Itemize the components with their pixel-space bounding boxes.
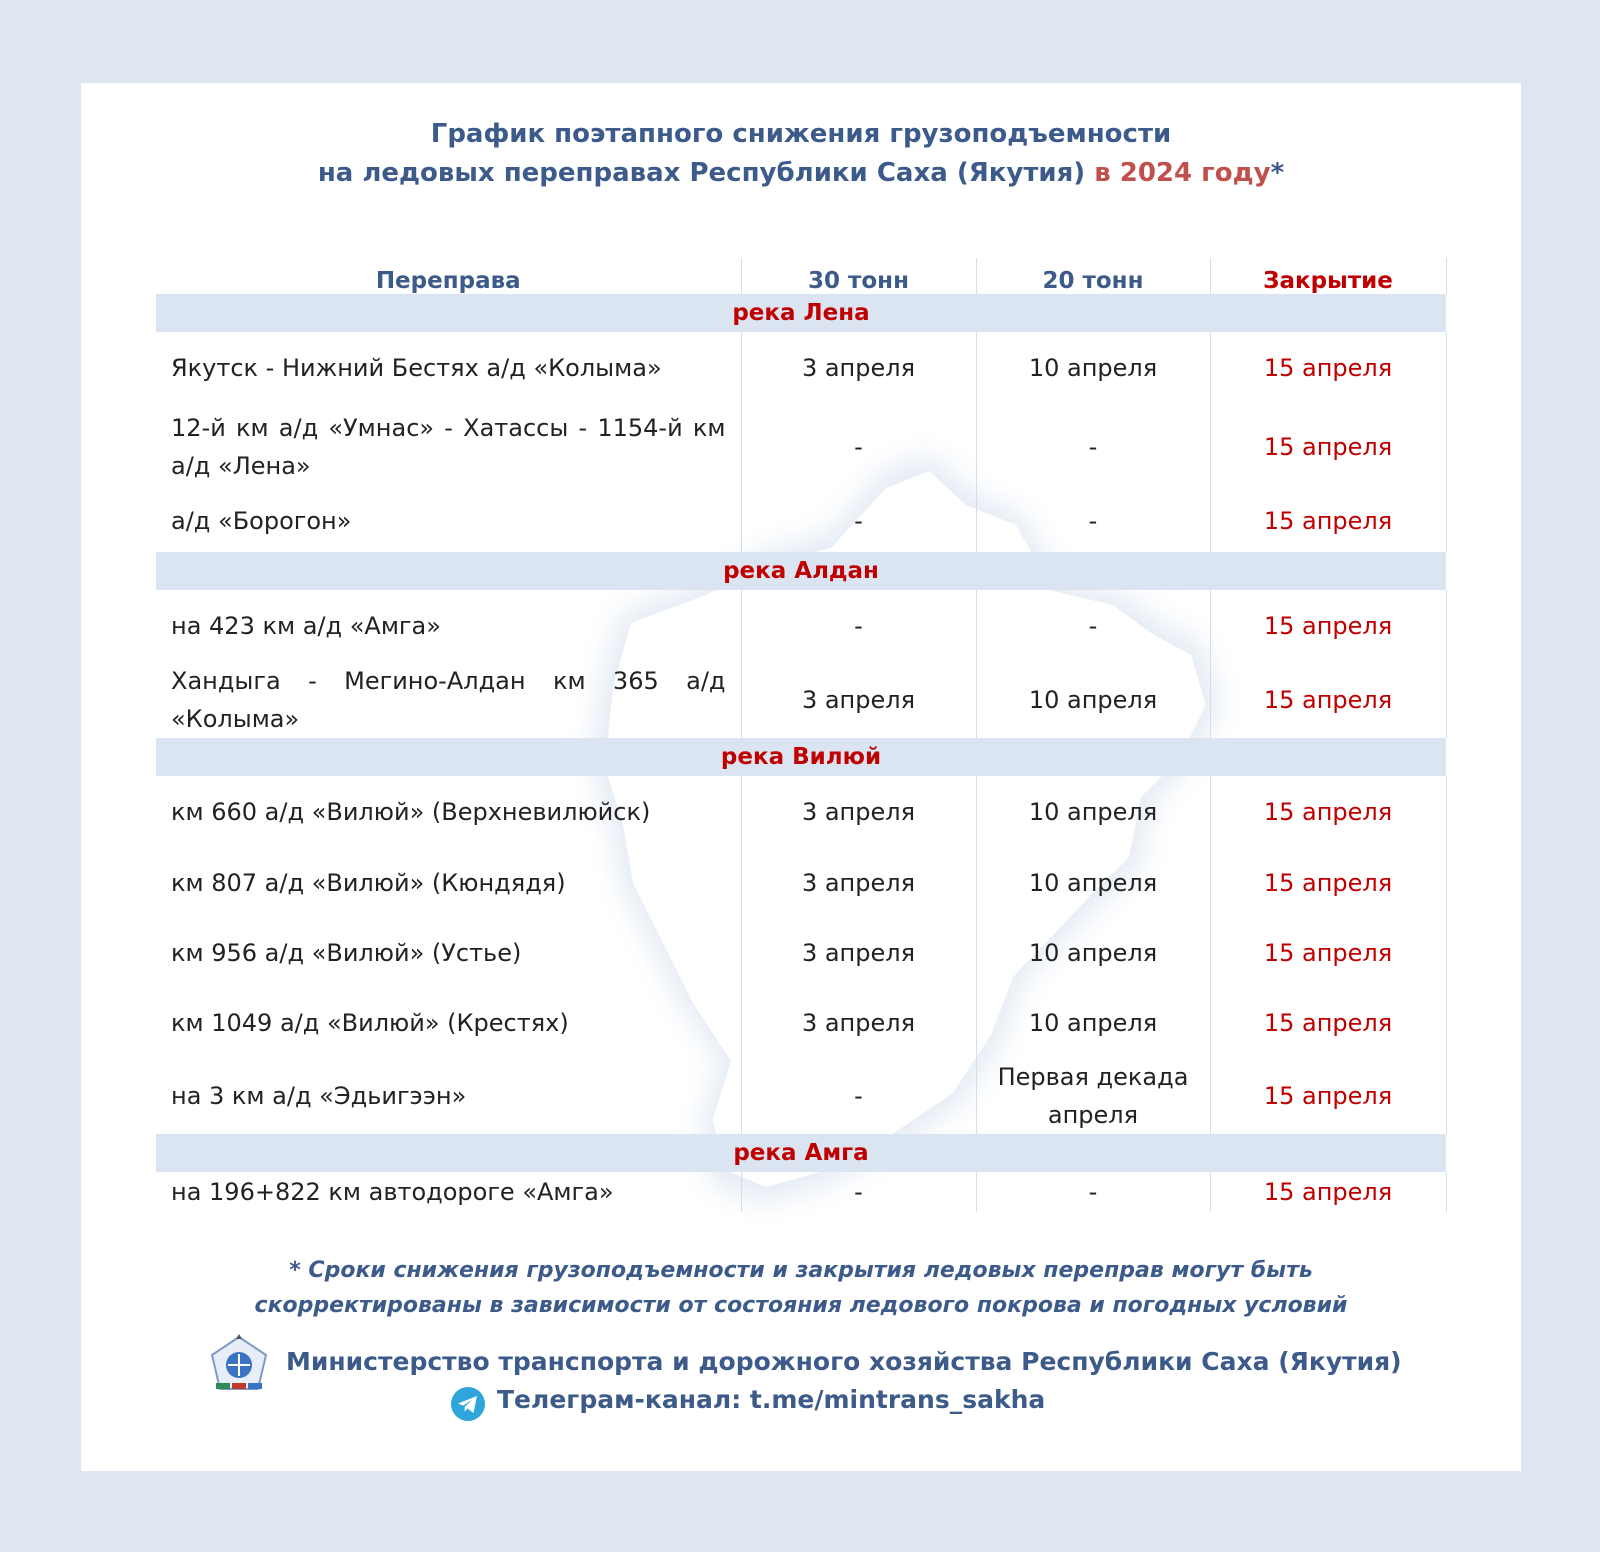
- date-closing: 15 апреля: [1210, 918, 1446, 988]
- date-20-tons: -: [976, 490, 1210, 552]
- crossing-name: Якутск - Нижний Бестях а/д «Колыма»: [171, 354, 662, 382]
- date-closing: 15 апреля: [1210, 590, 1446, 662]
- title-line-2-main: на ледовых переправах Республики Саха (Якутия): [317, 158, 1086, 188]
- date-20-tons: 10 апреля: [976, 776, 1210, 848]
- date-closing: 15 апреля: [1210, 662, 1446, 738]
- crossing-name: на 423 км а/д «Амга»: [171, 612, 441, 640]
- date-30-tons: 3 апреля: [741, 776, 976, 848]
- table-row: [156, 1172, 1446, 1212]
- date-20-tons: -: [976, 1172, 1210, 1212]
- date-20-tons: -: [976, 404, 1210, 490]
- date-20-tons: 10 апреля: [976, 848, 1210, 918]
- date-20-tons: 10 апреля: [976, 662, 1210, 738]
- infographic-card: [81, 83, 1521, 1471]
- date-30-tons: 3 апреля: [741, 332, 976, 404]
- date-closing: 15 апреля: [1210, 776, 1446, 848]
- header-30-tons: 30 тонн: [741, 258, 976, 294]
- section-row: [156, 552, 1446, 590]
- crossing-name: км 660 а/д «Вилюй» (Верхневилюйск): [171, 798, 651, 826]
- date-30-tons: -: [741, 1172, 976, 1212]
- ministry-logo-icon: [206, 1333, 272, 1399]
- table-row: [156, 988, 1446, 1058]
- table-row: [156, 332, 1446, 404]
- crossing-name: км 1049 а/д «Вилюй» (Крестях): [171, 1009, 569, 1037]
- crossing-name: км 956 а/д «Вилюй» (Устье): [171, 939, 522, 967]
- date-30-tons: 3 апреля: [741, 662, 976, 738]
- crossing-name: на 3 км а/д «Эдьигээн»: [171, 1082, 467, 1110]
- date-30-tons: -: [741, 490, 976, 552]
- date-20-tons: -: [976, 590, 1210, 662]
- crossing-name: Хандыга - Мегино-Алдан км 365 а/д «Колыма»: [171, 667, 726, 733]
- title-year: в 2024 году: [1094, 158, 1271, 188]
- telegram-label: Телеграм-канал: t.me/mintrans_sakha: [497, 1385, 1046, 1414]
- crossing-schedule-table: [156, 258, 1447, 1212]
- date-closing: 15 апреля: [1210, 1172, 1446, 1212]
- date-30-tons: -: [741, 1058, 976, 1134]
- section-title: река Амга: [156, 1134, 1446, 1172]
- date-20-tons: Первая декада апреля: [976, 1058, 1210, 1134]
- date-closing: 15 апреля: [1210, 988, 1446, 1058]
- table-row: [156, 662, 1446, 738]
- date-20-tons: 10 апреля: [976, 988, 1210, 1058]
- table-row: [156, 776, 1446, 848]
- section-title: река Вилюй: [156, 738, 1446, 776]
- title-line-2: [81, 154, 1521, 193]
- section-row: [156, 1134, 1446, 1172]
- footnote-line-1: * Сроки снижения грузоподъемности и закрытия ледовых переправ могут быть: [289, 1258, 1313, 1283]
- date-closing: 15 апреля: [1210, 490, 1446, 552]
- date-30-tons: -: [741, 404, 976, 490]
- crossing-name: 12-й км а/д «Умнас» - Хатассы - 1154-й км а/д «Лена»: [171, 414, 726, 480]
- date-20-tons: 10 апреля: [976, 918, 1210, 988]
- page-title: [81, 115, 1521, 193]
- section-row: [156, 294, 1446, 332]
- table-row: [156, 590, 1446, 662]
- date-closing: 15 апреля: [1210, 332, 1446, 404]
- crossing-name: а/д «Борогон»: [171, 507, 352, 535]
- table-row: [156, 490, 1446, 552]
- footnote: [81, 1253, 1521, 1323]
- date-30-tons: -: [741, 590, 976, 662]
- telegram-icon: [451, 1387, 485, 1421]
- date-30-tons: 3 апреля: [741, 988, 976, 1058]
- date-closing: 15 апреля: [1210, 848, 1446, 918]
- title-line-1: График поэтапного снижения грузоподъемности: [430, 119, 1172, 149]
- table-row: [156, 1058, 1446, 1134]
- date-30-tons: 3 апреля: [741, 848, 976, 918]
- header-closing: Закрытие: [1210, 258, 1446, 294]
- table-row: [156, 848, 1446, 918]
- date-30-tons: 3 апреля: [741, 918, 976, 988]
- date-closing: 15 апреля: [1210, 404, 1446, 490]
- ministry-name: Министерство транспорта и дорожного хозяйства Республики Саха (Якутия): [286, 1347, 1402, 1376]
- title-footnote-mark: *: [1270, 158, 1285, 188]
- header-20-tons: 20 тонн: [976, 258, 1210, 294]
- date-20-tons: 10 апреля: [976, 332, 1210, 404]
- table-row: [156, 918, 1446, 988]
- section-title: река Лена: [156, 294, 1446, 332]
- footnote-line-2: скорректированы в зависимости от состояния ледового покрова и погодных условий: [254, 1293, 1348, 1318]
- table-row: [156, 404, 1446, 490]
- section-row: [156, 738, 1446, 776]
- section-title: река Алдан: [156, 552, 1446, 590]
- crossing-name: на 196+822 км автодороге «Амга»: [171, 1178, 614, 1206]
- date-closing: 15 апреля: [1210, 1058, 1446, 1134]
- crossing-name: км 807 а/д «Вилюй» (Кюндядя): [171, 869, 566, 897]
- header-crossing: Переправа: [375, 268, 521, 294]
- table-header-row: [156, 258, 1446, 294]
